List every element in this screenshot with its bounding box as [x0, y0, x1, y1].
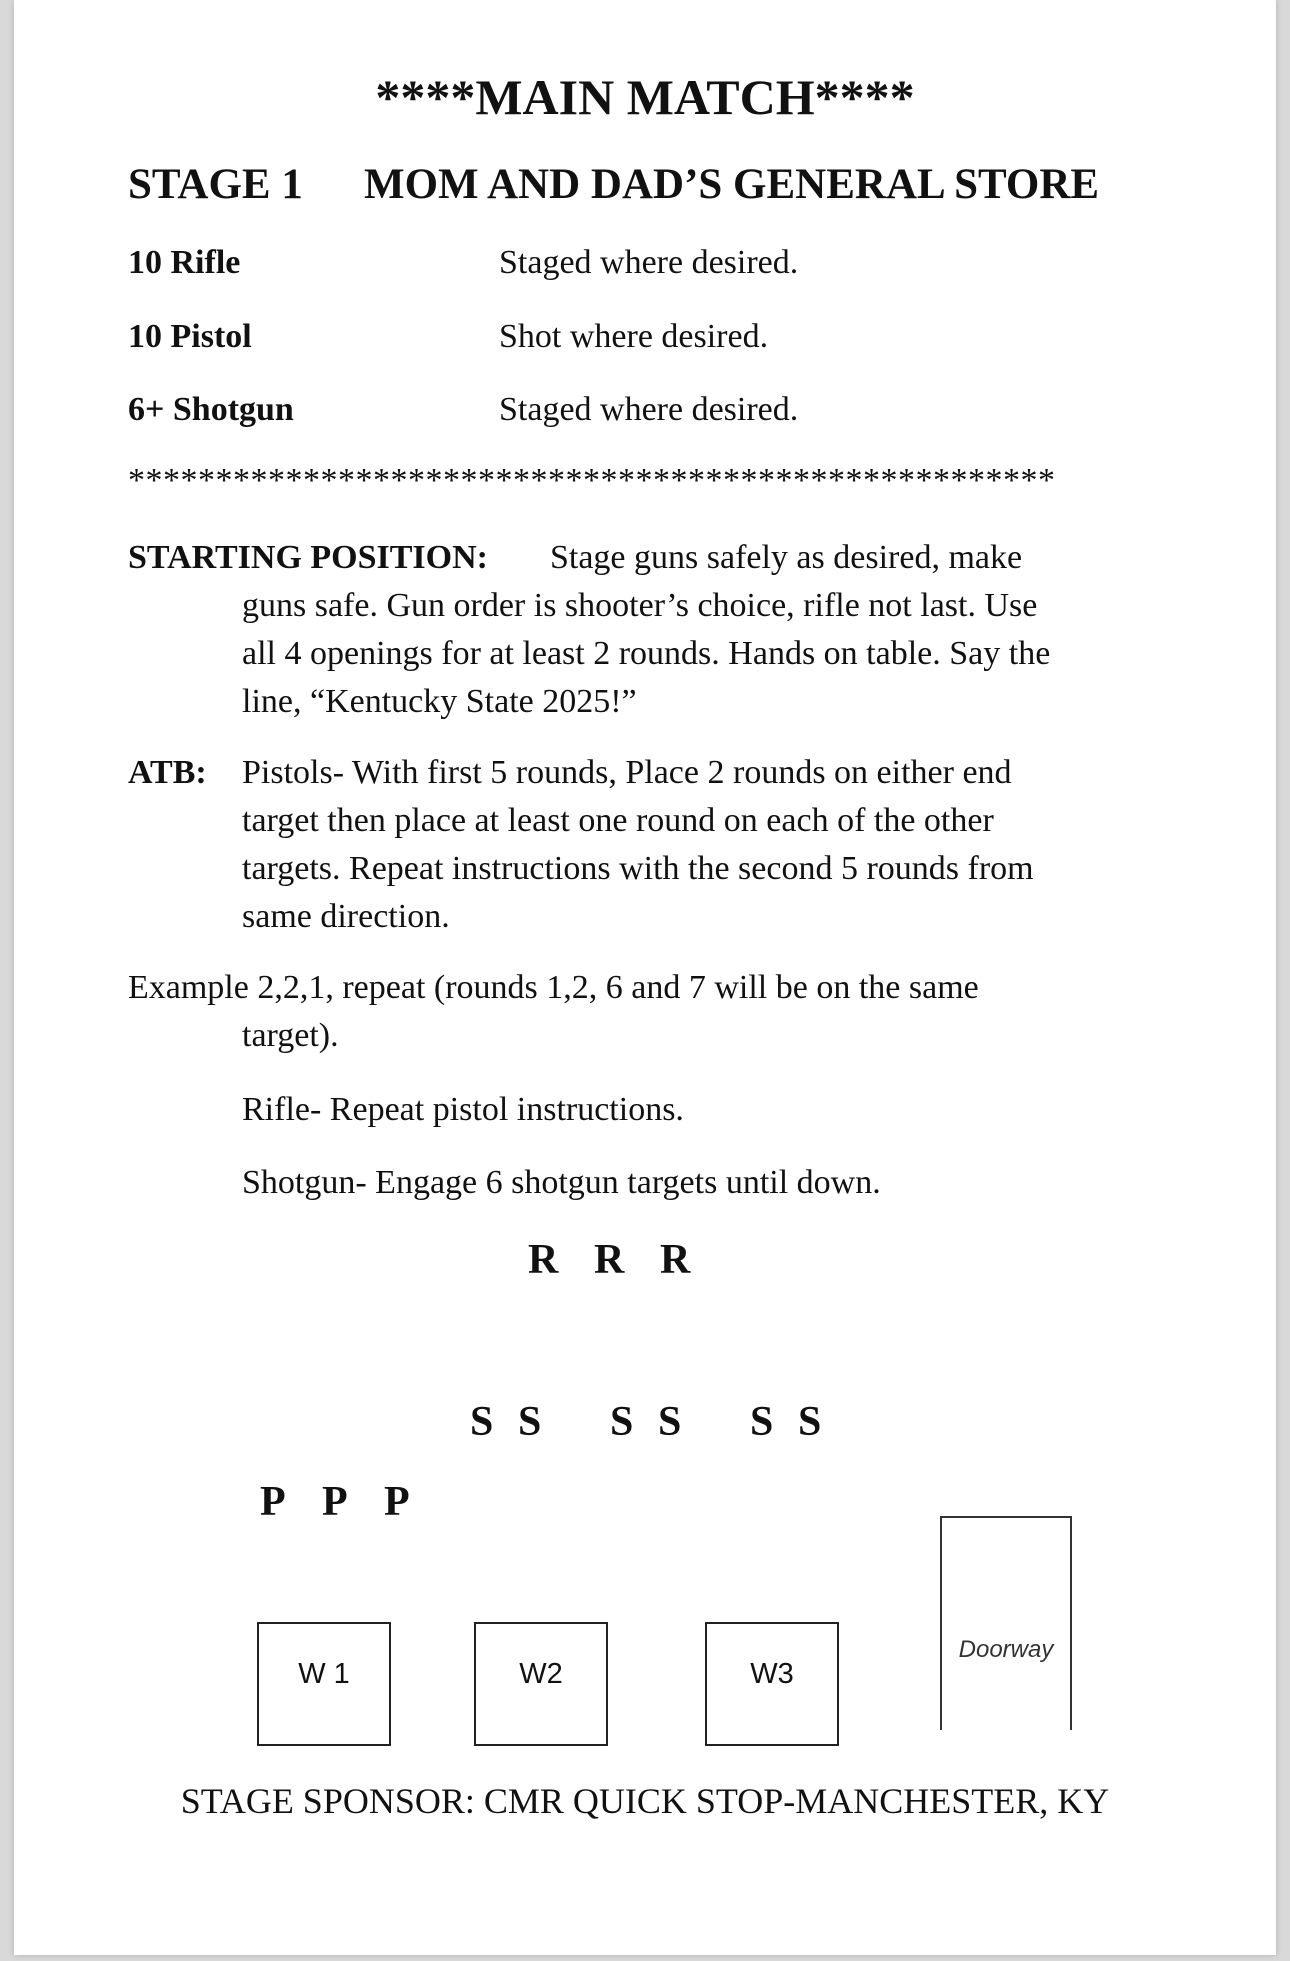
match-title: ****MAIN MATCH**** — [375, 69, 915, 125]
atb-first-line: Pistols- With first 5 rounds, Place 2 rounds on either end — [242, 754, 1012, 791]
starting-position-line: all 4 openings for at least 2 rounds. Hands on table. Say the — [242, 635, 1051, 672]
starting-position-line: guns safe. Gun order is shooter’s choice, rifle not last. Use — [242, 587, 1038, 624]
pistol-count-label: 10 Pistol — [128, 318, 252, 355]
shotgun-target: S — [750, 1399, 774, 1445]
pistol-target: P — [260, 1479, 286, 1525]
separator-line: ***************************************************** — [128, 462, 1056, 499]
shotgun-staging-text: Staged where desired. — [499, 391, 799, 428]
example-section — [128, 964, 1188, 1060]
rifle-target: R — [660, 1237, 691, 1283]
window-2 — [474, 1622, 608, 1746]
stage-name: MOM AND DAD’S GENERAL STORE — [364, 161, 1100, 208]
pistol-staging-text: Shot where desired. — [499, 318, 769, 355]
doorway-frame — [940, 1516, 1072, 1730]
starting-position-label: STARTING POSITION: — [128, 539, 488, 576]
window-3 — [705, 1622, 839, 1746]
rifle-instruction: Rifle- Repeat pistol instructions. — [242, 1091, 684, 1128]
atb-line: target then place at least one round on each of the other — [242, 802, 994, 839]
atb-line: same direction. — [242, 898, 450, 935]
shotgun-count-label: 6+ Shotgun — [128, 391, 294, 428]
atb-line: targets. Repeat instructions with the second 5 rounds from — [242, 850, 1034, 887]
starting-position-line: line, “Kentucky State 2025!” — [242, 683, 637, 720]
stage-number: STAGE 1 — [128, 161, 303, 208]
rifle-staging-text: Staged where desired. — [499, 244, 799, 281]
shotgun-target: S — [470, 1399, 494, 1445]
stage-sponsor: STAGE SPONSOR: CMR QUICK STOP-MANCHESTER, KY — [180, 1781, 1110, 1821]
shotgun-target: S — [658, 1399, 682, 1445]
atb-label: ATB: — [128, 754, 207, 791]
starting-position-first-line: Stage guns safely as desired, make — [549, 539, 1023, 576]
example-first-line: Example 2,2,1, repeat (rounds 1,2, 6 and 7 will be on the same — [128, 969, 979, 1006]
pistol-target: P — [384, 1479, 410, 1525]
rifle-target: R — [528, 1237, 559, 1283]
shotgun-target: S — [518, 1399, 542, 1445]
atb-section — [128, 749, 1188, 941]
window-label: W3 — [750, 1658, 794, 1690]
shotgun-instruction: Shotgun- Engage 6 shotgun targets until down. — [242, 1164, 881, 1201]
rifle-count-label: 10 Rifle — [128, 244, 241, 281]
starting-position-section — [128, 534, 1188, 726]
example-second-line: target). — [242, 1017, 339, 1054]
pistol-target: P — [322, 1479, 348, 1525]
shotgun-target: S — [798, 1399, 822, 1445]
doorway-label: Doorway — [958, 1636, 1054, 1663]
window-1 — [257, 1622, 391, 1746]
window-label: W 1 — [298, 1658, 350, 1690]
rifle-target: R — [594, 1237, 625, 1283]
stage-document-page — [14, 0, 1276, 1955]
shotgun-target: S — [610, 1399, 634, 1445]
window-label: W2 — [519, 1658, 563, 1690]
